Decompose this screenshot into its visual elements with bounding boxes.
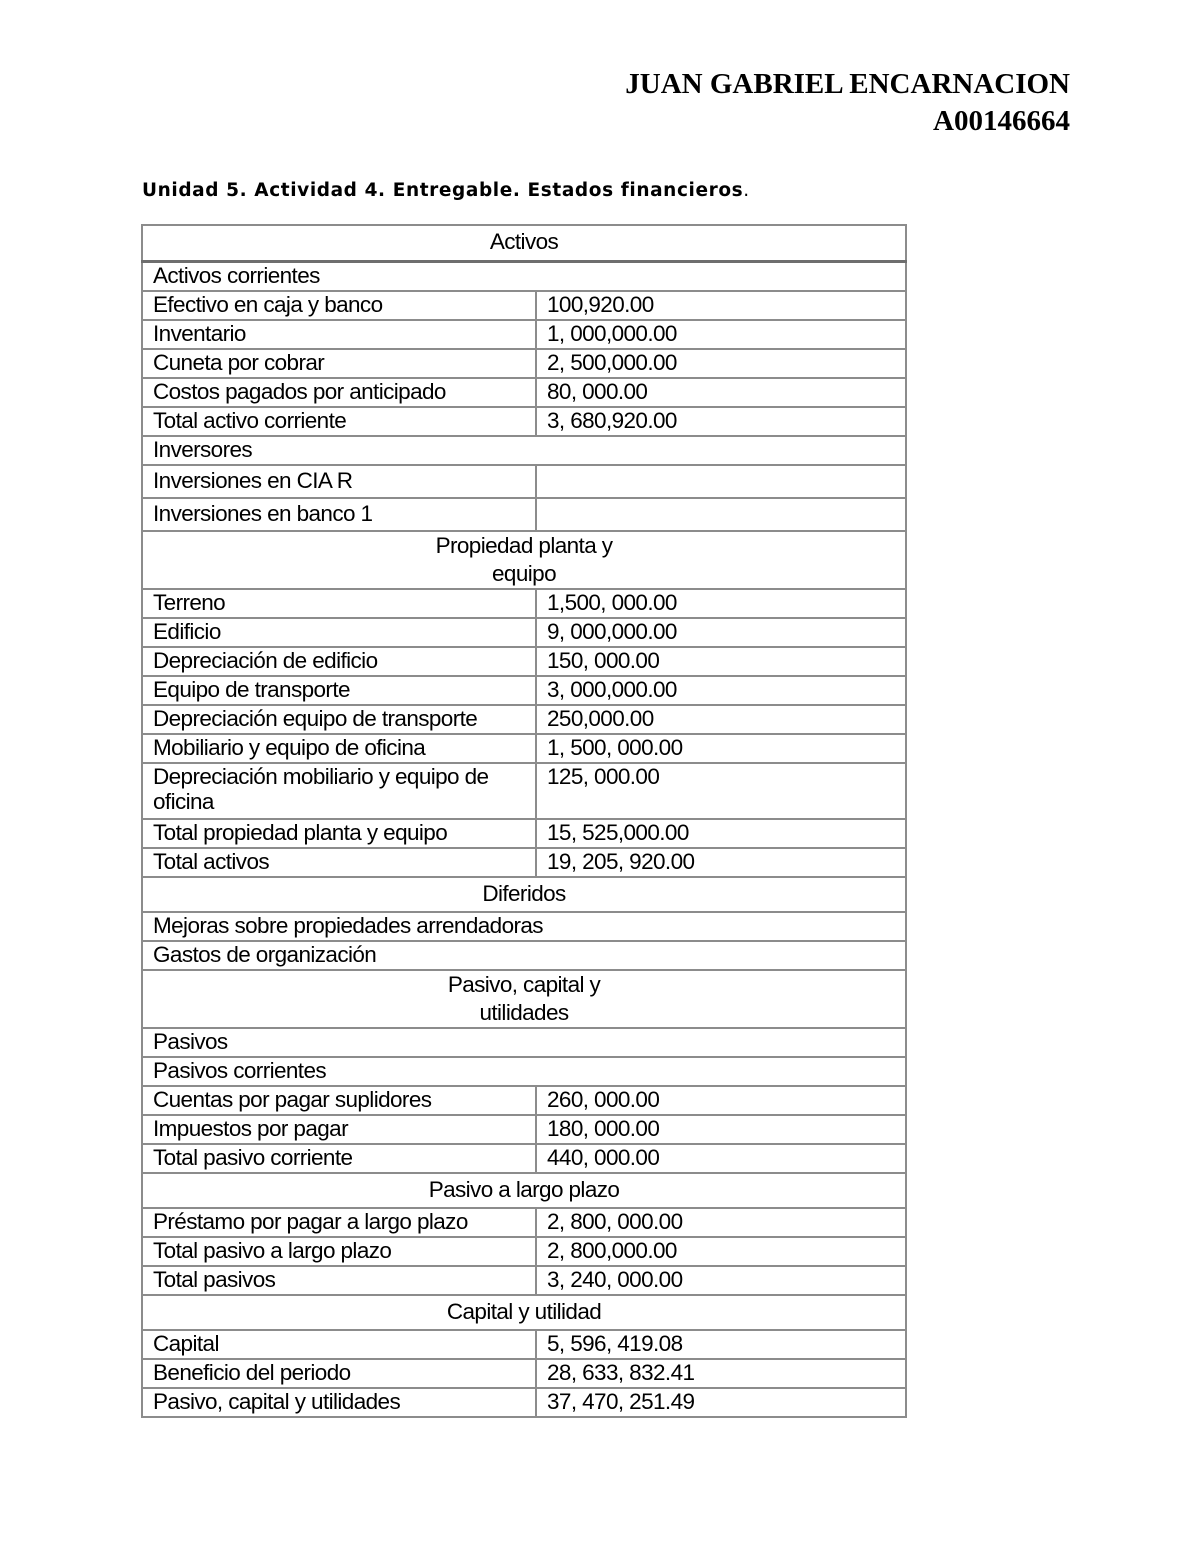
table-row [142,291,906,320]
section-header-row [142,1295,906,1330]
table-row [142,1266,906,1295]
table-row [142,1388,906,1417]
row-value: 3, 680,920.00 [536,407,906,436]
row-label: Inversiones en banco 1 [142,498,536,531]
author-header [625,66,1070,140]
row-label: Efectivo en caja y banco [142,291,536,320]
row-value: 3, 000,000.00 [536,676,906,705]
section-header-row [142,531,906,589]
row-value: 2, 800,000.00 [536,1237,906,1266]
subtitle-period: . [743,180,750,201]
row-label: Cuentas por pagar suplidores [142,1086,536,1115]
table-row [142,465,906,498]
row-value: 150, 000.00 [536,647,906,676]
row-label: Total propiedad planta y equipo [142,819,536,848]
subsection-row [142,262,906,292]
row-value: 1,500, 000.00 [536,589,906,618]
section-header-row [142,970,906,1028]
row-label: Gastos de organización [142,941,906,970]
row-label: Depreciación mobiliario y equipo de oficina [142,763,536,819]
author-name: JUAN GABRIEL ENCARNACION [625,68,1070,100]
row-label: Mejoras sobre propiedades arrendadoras [142,912,906,941]
table-row [142,1086,906,1115]
section-line-2: equipo [492,561,556,586]
table-row [142,1144,906,1173]
section-diferidos: Diferidos [142,877,906,912]
table-row [142,618,906,647]
subsection-row [142,1057,906,1086]
row-value: 180, 000.00 [536,1115,906,1144]
table-row [142,498,906,531]
document-subtitle [142,180,750,201]
table-row [142,734,906,763]
row-label: Mobiliario y equipo de oficina [142,734,536,763]
row-label: Costos pagados por anticipado [142,378,536,407]
row-label: Total pasivos [142,1266,536,1295]
row-value: 2, 800, 000.00 [536,1208,906,1237]
table-row [142,647,906,676]
subsection-row [142,1028,906,1057]
subsection-row [142,436,906,465]
row-value: 250,000.00 [536,705,906,734]
section-header-row [142,225,906,262]
financial-statement-table [141,224,907,1418]
row-value: 100,920.00 [536,291,906,320]
table-row [142,589,906,618]
row-value: 2, 500,000.00 [536,349,906,378]
row-label: Total pasivo a largo plazo [142,1237,536,1266]
row-value: 19, 205, 920.00 [536,848,906,877]
row-label: Equipo de transporte [142,676,536,705]
row-label: Inventario [142,320,536,349]
table-row [142,941,906,970]
row-value: 5, 596, 419.08 [536,1330,906,1359]
table-row [142,378,906,407]
subsection-pasivos-corrientes: Pasivos corrientes [142,1057,906,1086]
row-label: Total activo corriente [142,407,536,436]
table-row [142,819,906,848]
row-label: Depreciación equipo de transporte [142,705,536,734]
row-label: Depreciación de edificio [142,647,536,676]
row-label: Impuestos por pagar [142,1115,536,1144]
section-pasivo-largo-plazo: Pasivo a largo plazo [142,1173,906,1208]
row-value: 9, 000,000.00 [536,618,906,647]
row-value: 440, 000.00 [536,1144,906,1173]
row-value: 3, 240, 000.00 [536,1266,906,1295]
section-capital-utilidad: Capital y utilidad [142,1295,906,1330]
section-header-row [142,1173,906,1208]
table-row [142,848,906,877]
table-row [142,676,906,705]
section-line-2: utilidades [479,1000,569,1025]
row-value: 1, 500, 000.00 [536,734,906,763]
section-header-row [142,877,906,912]
row-value: 37, 470, 251.49 [536,1388,906,1417]
row-label: Préstamo por pagar a largo plazo [142,1208,536,1237]
row-value: 1, 000,000.00 [536,320,906,349]
table-row [142,1237,906,1266]
subsection-activos-corrientes: Activos corrientes [142,262,906,292]
section-pasivo-capital-utilidades [142,970,906,1028]
row-value: 80, 000.00 [536,378,906,407]
row-value: 260, 000.00 [536,1086,906,1115]
table-row [142,320,906,349]
table-row [142,763,906,819]
table-row [142,1330,906,1359]
row-value: 15, 525,000.00 [536,819,906,848]
table-row [142,912,906,941]
subtitle-text: Unidad 5. Actividad 4. Entregable. Estados financieros [142,180,744,201]
row-value: 28, 633, 832.41 [536,1359,906,1388]
row-label: Cuneta por cobrar [142,349,536,378]
section-line-1: Pasivo, capital y [447,972,601,997]
section-propiedad-planta-equipo [142,531,906,589]
table-row [142,705,906,734]
row-label: Pasivo, capital y utilidades [142,1388,536,1417]
row-label: Terreno [142,589,536,618]
table-row [142,1208,906,1237]
row-label: Edificio [142,618,536,647]
table-row [142,1359,906,1388]
row-label: Capital [142,1330,536,1359]
section-line-1: Propiedad planta y [435,533,613,558]
row-label: Beneficio del periodo [142,1359,536,1388]
row-label: Total pasivo corriente [142,1144,536,1173]
row-label: Total activos [142,848,536,877]
row-label: Inversiones en CIA R [142,465,536,498]
subsection-pasivos: Pasivos [142,1028,906,1057]
row-value [536,498,906,531]
subsection-inversores: Inversores [142,436,906,465]
table-row [142,407,906,436]
table-row [142,349,906,378]
student-id: A00146664 [933,105,1070,137]
table-row [142,1115,906,1144]
row-value: 125, 000.00 [536,763,906,819]
section-activos: Activos [142,225,906,262]
row-value [536,465,906,498]
